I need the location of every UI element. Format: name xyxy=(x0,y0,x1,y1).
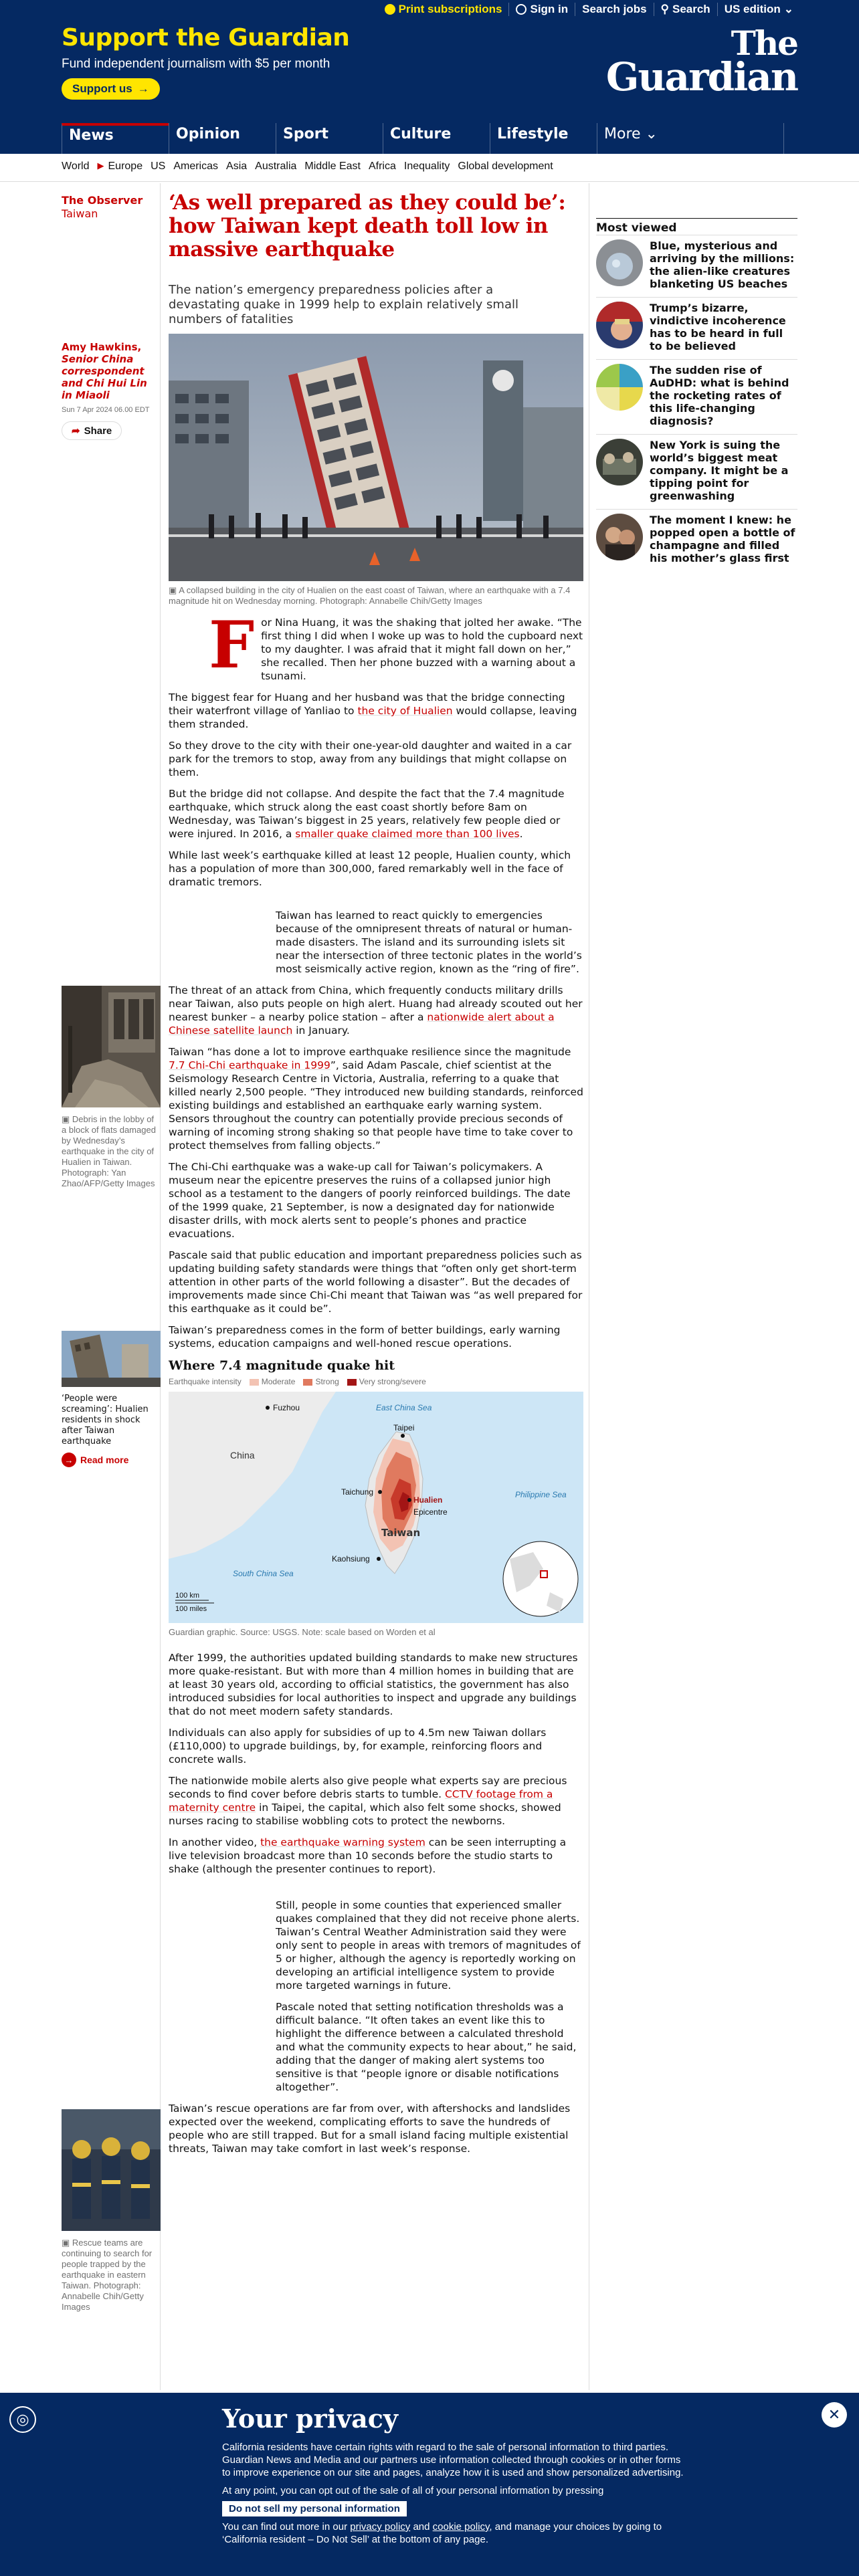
cctv-footage-link[interactable]: CCTV footage from a maternity centre xyxy=(169,1788,553,1814)
aside-caption: ▣ Rescue teams are continuing to search for people trapped by the earthquake in eastern Taiwan. Photograph: Annabelle Chih/Getty Images xyxy=(62,2238,153,2312)
paragraph-14: The nationwide mobile alerts also give people what experts say are precious seconds to find cover before debris starts to tumble. CCTV footage from a maternity centre in Taipei, the capital, which also felt some shocks, showed nurses racing to stabilise wobbling cots to protect the newborns. xyxy=(169,1775,567,1827)
taiwan-map xyxy=(169,1392,583,1623)
most-viewed-thumbnail xyxy=(596,439,643,486)
coauthor: and Chi Hui Lin in Miaoli xyxy=(62,377,147,401)
privacy-title: Your privacy xyxy=(222,2403,398,2434)
paragraph-5: While last week’s earthquake killed at least 12 people, Hualien county, which has a population of more than 300,000, fared remarkably well in the face of dramatic tremors. xyxy=(169,849,571,888)
subnav-global-development[interactable]: Global development xyxy=(458,160,553,172)
paragraph-16: Still, people in some counties that experienced smaller quakes complained that they did not receive phone alerts. Taiwan’s Central Weather Administration said they were only sent to people in areas with tremors of magnitudes of 5 or higher, although the agency is reportedly working on developing an artificial intelligence system to provide more targeted warnings in future. xyxy=(276,1899,581,1992)
camera-icon: ▣ xyxy=(62,1114,70,1124)
debris-photo xyxy=(62,986,161,1107)
sign-in-link[interactable]: Sign in xyxy=(508,3,575,16)
map-label-taichung: Taichung xyxy=(341,1487,374,1497)
map-label-china: China xyxy=(230,1450,255,1461)
paragraph-2: The biggest fear for Huang and her husband was that the bridge connecting their waterfront village of Yanliao to the city of Hualien would collapse, leaving them stranded. xyxy=(169,691,577,730)
most-viewed-thumbnail xyxy=(596,239,643,286)
arrow-right-icon: → xyxy=(137,82,149,95)
share-button[interactable]: ➦ Share xyxy=(62,421,122,440)
chi-chi-earthquake-link[interactable]: 7.7 Chi-Chi earthquake in 1999 xyxy=(169,1059,330,1071)
most-viewed-thumbnail xyxy=(596,302,643,348)
most-viewed-column xyxy=(589,183,797,2390)
map-label-south-china-sea: South China Sea xyxy=(233,1569,294,1578)
paragraph-18: Taiwan’s rescue operations are far from over, with aftershocks and landslides expected over the weekend, complicating efforts to save the hundreds of people who are still trapped. But for a small island facing multiple existential threats, Taiwan may take comfort in last week’s response. xyxy=(169,2103,571,2155)
subsection-link[interactable]: Taiwan xyxy=(62,207,98,220)
paragraph-7: The threat of an attack from China, which frequently conducts military drills near Taiwan, also puts people on high alert. Huang had already scouted out her nearest bunker – a nearby police station – after a nationwide alert about a Chinese satellite launch in January. xyxy=(169,984,583,1037)
read-more-button[interactable]: → Read more xyxy=(62,1453,128,1467)
subnav-inequality[interactable]: Inequality xyxy=(403,160,450,172)
sub-nav xyxy=(0,154,859,182)
map-scale-miles: 100 miles xyxy=(175,1605,207,1613)
paragraph-11: Taiwan’s preparedness comes in the form of better buildings, early warning systems, education campaigns and well-honed rescue operations. xyxy=(169,1324,561,1350)
headline: ‘As well prepared as they could be’: how Taiwan kept death toll low in massive earthquake xyxy=(169,191,566,261)
paragraph-8: Taiwan “has done a lot to improve earthquake resilience since the magnitude 7.7 Chi-Chi earthquake in 1999”, said Adam Pascale, chief scientist at the Seismology Research Centre in Victoria, Australia, referring to a quake that killed nearly 2,500 people. “They introduced new building standards, reinforced existing buildings and established an earthquake early warning system. Sensors throughout the country can potentially provide precious seconds of warning of incoming strong shaking so that people have time to take cover to protect themselves from falling objects.” xyxy=(169,1046,583,1152)
map-label-epicentre: Epicentre xyxy=(413,1507,448,1517)
most-viewed-item[interactable]: New York is suing the world’s biggest meat company. It might be a tipping point for greenwashing xyxy=(596,434,797,509)
graphic-title: Where 7.4 magnitude quake hit xyxy=(169,1358,395,1373)
publish-date: Sun 7 Apr 2024 06.00 EDT xyxy=(62,406,150,414)
subnav-europe[interactable]: Europe xyxy=(108,160,143,172)
aside-image-rescue xyxy=(62,2109,161,2313)
map-label-kaohsiung: Kaohsiung xyxy=(332,1554,370,1564)
main-nav xyxy=(0,123,859,154)
paragraph-9: The Chi-Chi earthquake was a wake-up call for Taiwan’s policymakers. A museum near the epicentre preserves the ruins of a collapsed junior high school as a testament to the dangers of poorly reinforced buildings. The date of the 1999 quake, 21 September, is now a designated day for nationwide disaster drills, with mock alerts sent to people’s phones and practice evacuations. xyxy=(169,1161,571,1240)
map-legend: Earthquake intensity Moderate Strong Very strong/severe xyxy=(169,1377,426,1386)
author-role: Senior China correspondent xyxy=(62,353,145,377)
map-svg xyxy=(169,1392,583,1623)
privacy-policy-link[interactable]: privacy policy xyxy=(350,2521,411,2533)
main-image xyxy=(169,334,583,581)
standfirst: The nation’s emergency preparedness policies after a devastating quake in 1999 help to explain relatively small numbers of fatalities xyxy=(169,283,519,326)
article-body xyxy=(169,607,583,1350)
related-article-title: ‘People were screaming’: Hualien residents in shock after Taiwan earthquake xyxy=(62,1394,149,1446)
legend-strong: Strong xyxy=(303,1377,339,1386)
map-label-taipei: Taipei xyxy=(393,1423,415,1432)
paragraph-4: But the bridge did not collapse. And despite the fact that the 7.4 magnitude earthquake, which struck along the east coast shortly before 8am on Wednesday, was Taiwan’s biggest in 25 years, relatively few people died or were injured. In 2016, a smaller quake claimed more than 100 lives. xyxy=(169,788,565,840)
hualien-link[interactable]: the city of Hualien xyxy=(357,705,453,717)
legend-very-strong: Very strong/severe xyxy=(347,1377,426,1386)
most-viewed-thumbnail xyxy=(596,514,643,560)
guardian-logo[interactable]: The Guardian xyxy=(605,23,797,100)
nav-more[interactable]: More ⌄ xyxy=(597,123,784,154)
map-label-taiwan: Taiwan xyxy=(381,1527,421,1539)
subnav-australia[interactable]: Australia xyxy=(255,160,297,172)
privacy-banner xyxy=(0,2393,859,2576)
privacy-paragraph-1: California residents have certain rights with regard to the sale of personal information to third parties. Guardian News and Media and our partners use information collected through cookies or in other forms to improve experience on our site and pages, analyze how it is used and show personalized advertising. xyxy=(222,2442,684,2478)
close-icon[interactable]: ✕ xyxy=(822,2402,847,2428)
paragraph-13: Individuals can also apply for subsidies of up to 4.5m new Taiwan dollars (£110,000) to upgrade buildings, by, for example, reinforcing floors and concrete walls. xyxy=(169,1727,547,1765)
related-article-thumbnail xyxy=(62,1331,161,1387)
smaller-quake-link[interactable]: smaller quake claimed more than 100 lives xyxy=(295,828,520,840)
masthead xyxy=(0,0,859,123)
map-label-fuzhou: Fuzhou xyxy=(273,1403,300,1412)
nav-opinion[interactable]: Opinion xyxy=(169,123,276,154)
drop-cap: F xyxy=(209,607,255,683)
map-label-philippine-sea: Philippine Sea xyxy=(515,1490,567,1499)
section-label xyxy=(62,183,160,221)
chevron-down-icon: ⌄ xyxy=(783,3,793,15)
author-link[interactable]: Amy Hawkins, xyxy=(62,341,142,353)
aside-image-debris xyxy=(62,986,161,1189)
quake-map-graphic xyxy=(169,1358,583,1638)
support-title: Support the Guardian xyxy=(62,24,350,51)
most-viewed-item[interactable]: The moment I knew: he popped open a bottle of champagne and filled his mother’s glass first xyxy=(596,509,797,571)
most-viewed-item[interactable]: The sudden rise of AuDHD: what is behind the rocketing rates of this life-changing diagnosis? xyxy=(596,359,797,434)
camera-icon: ▣ xyxy=(169,585,177,595)
article-body-continued xyxy=(169,1651,583,2155)
nav-news[interactable]: News xyxy=(62,123,169,154)
satellite-launch-link[interactable]: nationwide alert about a Chinese satellite launch xyxy=(169,1011,555,1037)
support-subtitle: Fund independent journalism with $5 per month xyxy=(62,57,330,71)
chevron-down-icon: ⌄ xyxy=(645,126,658,142)
graphic-credit: Guardian graphic. Source: USGS. Note: scale based on Worden et al xyxy=(169,1627,436,1637)
search-link[interactable]: ⚲ Search xyxy=(654,3,717,16)
support-us-button[interactable]: Support us → xyxy=(62,78,160,100)
privacy-paragraph-3: You can find out more in our privacy policy and cookie policy, and manage your choices by going to ‘California resident – Do Not Sell’ at the bottom of any page. xyxy=(222,2521,662,2545)
subnav-middle-east[interactable]: Middle East xyxy=(304,160,361,172)
paragraph-6: Taiwan has learned to react quickly to emergencies because of the omnipresent threats of natural or human-made disasters. The island and its surrounding islets sit near the intersection of three tectonic plates in the world’s most seismically active region, known as the “ring of fire”. xyxy=(276,909,582,975)
most-viewed-title: Most viewed xyxy=(596,218,797,235)
subnav-world[interactable]: World xyxy=(62,160,90,172)
profile-icon xyxy=(516,4,527,15)
camera-icon: ▣ xyxy=(62,2238,70,2248)
aside-caption: ▣ Debris in the lobby of a block of flats damaged by Wednesday’s earthquake in the city of Hualien in Taiwan. Photograph: Yan Zhao/AFP/Getty Images xyxy=(62,1114,156,1188)
collapsed-building-photo xyxy=(169,334,583,581)
arrow-right-icon: → xyxy=(62,1453,76,1467)
most-viewed-item[interactable]: Trump’s bizarre, vindictive incoherence has to be heard in full to be believed xyxy=(596,297,797,359)
search-icon: ⚲ xyxy=(660,3,669,15)
section-link[interactable]: The Observer xyxy=(62,194,143,207)
paragraph-17: Pascale noted that setting notification thresholds was a difficult balance. “It often takes an event like this to highlight the difference between a calculated threshold and what the community expects to hear about,” he said, adding that the danger of making alert systems too sensitive is that “people ignore or disable notifications altogether”. xyxy=(276,2001,577,2093)
do-not-sell-button[interactable]: Do not sell my personal information xyxy=(222,2501,407,2516)
subnav-americas[interactable]: Americas xyxy=(173,160,219,172)
nav-sport[interactable]: Sport xyxy=(276,123,383,154)
share-icon: ➦ xyxy=(72,425,80,437)
privacy-body xyxy=(222,2441,690,2546)
top-bar xyxy=(378,3,800,16)
subnav-asia[interactable]: Asia xyxy=(226,160,248,172)
article-body-column xyxy=(169,183,583,2163)
paragraph-12: After 1999, the authorities updated building standards to make new structures more quake-resistant. But with more than 4 million homes in building that are at least 30 years old, according to official statistics, the government has also introduced subsidies for local authorities to inspect and upgrade any buildings that do not meet modern safety standards. xyxy=(169,1652,578,1717)
nav-lifestyle[interactable]: Lifestyle xyxy=(490,123,597,154)
cookie-policy-link[interactable]: cookie policy xyxy=(432,2521,490,2533)
main-image-caption: ▣ A collapsed building in the city of Hualien on the east coast of Taiwan, where an earthquake with a 7.4 magnitude hit on Wednesday morning. Photograph: Annabelle Chih/Getty Images xyxy=(169,585,571,606)
paragraph-3: So they drove to the city with their one-year-old daughter and waited in a car park for the tremors to stop, away from any buildings that might collapse on them. xyxy=(169,740,572,778)
print-icon xyxy=(385,4,395,15)
paragraph-1: For Nina Huang, it was the shaking that jolted her awake. “The first thing I did when I woke up was to hold the cupboard next to my daughter. I was afraid that it might fall down on her,” she recalled. Then her phone buzzed with a warning about a tsunami. xyxy=(209,607,583,683)
nav-culture[interactable]: Culture xyxy=(383,123,490,154)
paragraph-15: In another video, the earthquake warning system can be seen interrupting a live television broadcast more than 10 seconds before the studio starts to shake (although the presenter continues to report). xyxy=(169,1836,567,1875)
most-viewed-thumbnail xyxy=(596,364,643,411)
edition-selector[interactable]: US edition ⌄ xyxy=(717,3,800,16)
map-scale-km: 100 km xyxy=(175,1592,200,1600)
subnav-africa[interactable]: Africa xyxy=(368,160,396,172)
privacy-paragraph-2: At any point, you can opt out of the sale of all of your personal information by pressing xyxy=(222,2485,604,2496)
privacy-icon: ◎ xyxy=(9,2406,36,2433)
related-article-card[interactable] xyxy=(62,1331,161,1467)
warning-system-link[interactable]: the earthquake warning system xyxy=(260,1836,425,1848)
most-viewed-item[interactable]: Blue, mysterious and arriving by the millions: the alien-like creatures blanketing US beaches xyxy=(596,235,797,297)
article-meta-column xyxy=(62,183,161,2390)
paragraph-10: Pascale said that public education and important preparedness policies such as updating building safety standards were things that “often only get short-term attention in other parts of the world following a disaster”. But the decades of improvements made since Chi-Chi meant that Taiwan was “as well prepared for this earthquake as it could be”. xyxy=(169,1249,583,1315)
triangle-right-icon: ▶ xyxy=(97,160,104,171)
legend-moderate: Moderate xyxy=(250,1377,296,1386)
support-banner xyxy=(62,24,349,100)
map-label-hualien: Hualien xyxy=(413,1495,443,1505)
search-jobs-link[interactable]: Search jobs xyxy=(575,3,653,16)
byline xyxy=(62,341,160,440)
subnav-us[interactable]: US xyxy=(151,160,166,172)
print-subscriptions-link[interactable]: Print subscriptions xyxy=(378,3,509,16)
rescue-photo xyxy=(62,2109,161,2231)
map-label-east-china-sea: East China Sea xyxy=(376,1403,432,1412)
